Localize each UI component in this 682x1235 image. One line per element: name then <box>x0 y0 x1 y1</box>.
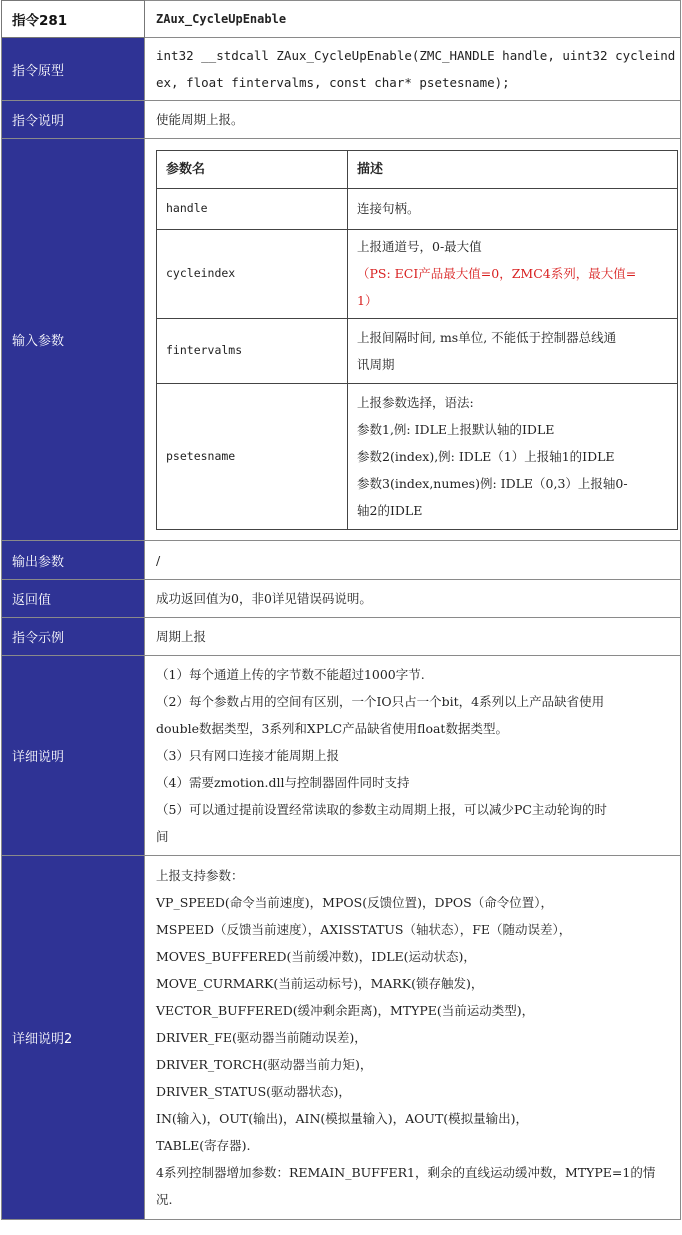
details-line: （1）每个通道上传的字节数不能超过1000字节. <box>156 667 425 682</box>
header-row <box>2 1 681 38</box>
command-name: ZAux_CycleUpEnable <box>145 1 681 38</box>
api-spec-table <box>1 0 681 1220</box>
param-desc-line: 参数1,例: IDLE上报默认轴的IDLE <box>357 421 555 437</box>
param-table <box>156 150 678 530</box>
details-line: （4）需要zmotion.dll与控制器固件同时支持 <box>156 775 410 790</box>
param-name: psetesname <box>157 383 348 529</box>
prototype-value <box>145 38 681 101</box>
param-note-line: 1） <box>357 293 378 308</box>
details-line: （3）只有网口连接才能周期上报 <box>156 748 339 763</box>
prototype-line: ex, float fintervalms, const char* psetesname); <box>156 75 510 90</box>
prototype-row <box>2 38 681 101</box>
example-value: 周期上报 <box>145 618 681 656</box>
details2-row <box>2 856 681 1220</box>
param-name: handle <box>157 188 348 229</box>
param-row <box>157 318 678 383</box>
output-label: 输出参数 <box>2 541 145 580</box>
example-label: 指令示例 <box>2 618 145 656</box>
returns-row <box>2 580 681 618</box>
returns-label: 返回值 <box>2 580 145 618</box>
param-name-header: 参数名 <box>157 150 348 188</box>
command-number-label: 指令281 <box>2 1 145 38</box>
param-desc-line: 参数2(index),例: IDLE（1）上报轴1的IDLE <box>357 448 615 464</box>
description-value: 使能周期上报。 <box>145 101 681 139</box>
details2-value <box>145 856 681 1220</box>
details2-line: DRIVER_STATUS(驱动器状态)， <box>156 1084 351 1099</box>
param-header-row <box>157 150 678 188</box>
details2-line: MOVES_BUFFERED(当前缓冲数)，IDLE(运动状态)， <box>156 949 476 964</box>
details2-line: DRIVER_TORCH(驱动器当前力矩)， <box>156 1057 373 1072</box>
prototype-label: 指令原型 <box>2 38 145 101</box>
description-row <box>2 101 681 139</box>
input-row <box>2 139 681 541</box>
details-line: （2）每个参数占用的空间有区别，一个IO只占一个bit，4系列以上产品缺省使用 <box>156 694 605 709</box>
details-row <box>2 656 681 856</box>
details2-line: 况. <box>156 1192 173 1207</box>
returns-value: 成功返回值为0，非0详见错误码说明。 <box>145 580 681 618</box>
details2-line: 上报支持参数： <box>156 868 244 883</box>
details2-line: MOVE_CURMARK(当前运动标号)，MARK(锁存触发)， <box>156 976 484 991</box>
param-name: fintervalms <box>157 318 348 383</box>
param-desc-header: 描述 <box>348 150 678 188</box>
details2-line: VP_SPEED(命令当前速度)，MPOS(反馈位置)，DPOS（命令位置）， <box>156 895 553 910</box>
output-value: / <box>145 541 681 580</box>
param-desc-line: 轴2的IDLE <box>357 502 423 518</box>
details2-line: MSPEED（反馈当前速度），AXISSTATUS（轴状态），FE（随动误差）， <box>156 922 572 937</box>
param-name: cycleindex <box>157 229 348 318</box>
details-line: 间 <box>156 829 169 844</box>
param-desc <box>348 188 678 229</box>
details2-line: VECTOR_BUFFERED(缓冲剩余距离)，MTYPE(当前运动类型)， <box>156 1003 535 1018</box>
param-desc <box>348 229 678 318</box>
details2-line: TABLE(寄存器). <box>156 1138 251 1153</box>
param-row <box>157 383 678 529</box>
param-desc-line: 参数3(index,numes)例: IDLE（0,3）上报轴0- <box>357 475 628 491</box>
details2-line: IN(输入)，OUT(输出)，AIN(模拟量输入)，AOUT(模拟量输出)， <box>156 1111 529 1126</box>
param-desc <box>348 318 678 383</box>
description-label: 指令说明 <box>2 101 145 139</box>
details-label: 详细说明 <box>2 656 145 856</box>
param-row <box>157 229 678 318</box>
param-desc <box>348 383 678 529</box>
param-desc-line: 上报通道号，0-最大值 <box>357 239 482 254</box>
output-row <box>2 541 681 580</box>
param-desc-line: 上报间隔时间, ms单位, 不能低于控制器总线通 <box>357 329 617 345</box>
prototype-line: int32 __stdcall ZAux_CycleUpEnable(ZMC_HANDLE handle, uint32 cycleind <box>156 48 676 63</box>
input-value <box>145 139 681 541</box>
details-line: （5）可以通过提前设置经常读取的参数主动周期上报，可以减少PC主动轮询的时 <box>156 802 607 817</box>
param-desc-line: 讯周期 <box>357 356 395 372</box>
details2-line: DRIVER_FE(驱动器当前随动误差)， <box>156 1030 367 1045</box>
input-label: 输入参数 <box>2 139 145 541</box>
param-desc-line: 连接句柄。 <box>357 201 420 216</box>
details2-line: 4系列控制器增加参数：REMAIN_BUFFER1，剩余的直线运动缓冲数，MTYPE=1的情 <box>156 1165 656 1180</box>
details-value <box>145 656 681 856</box>
param-desc-line: 上报参数选择，语法: <box>357 394 474 410</box>
param-note-line: （PS: ECI产品最大值=0，ZMC4系列，最大值= <box>357 266 637 281</box>
example-row <box>2 618 681 656</box>
details2-label: 详细说明2 <box>2 856 145 1220</box>
details-line: double数据类型，3系列和XPLC产品缺省使用float数据类型。 <box>156 721 508 736</box>
param-row <box>157 188 678 229</box>
